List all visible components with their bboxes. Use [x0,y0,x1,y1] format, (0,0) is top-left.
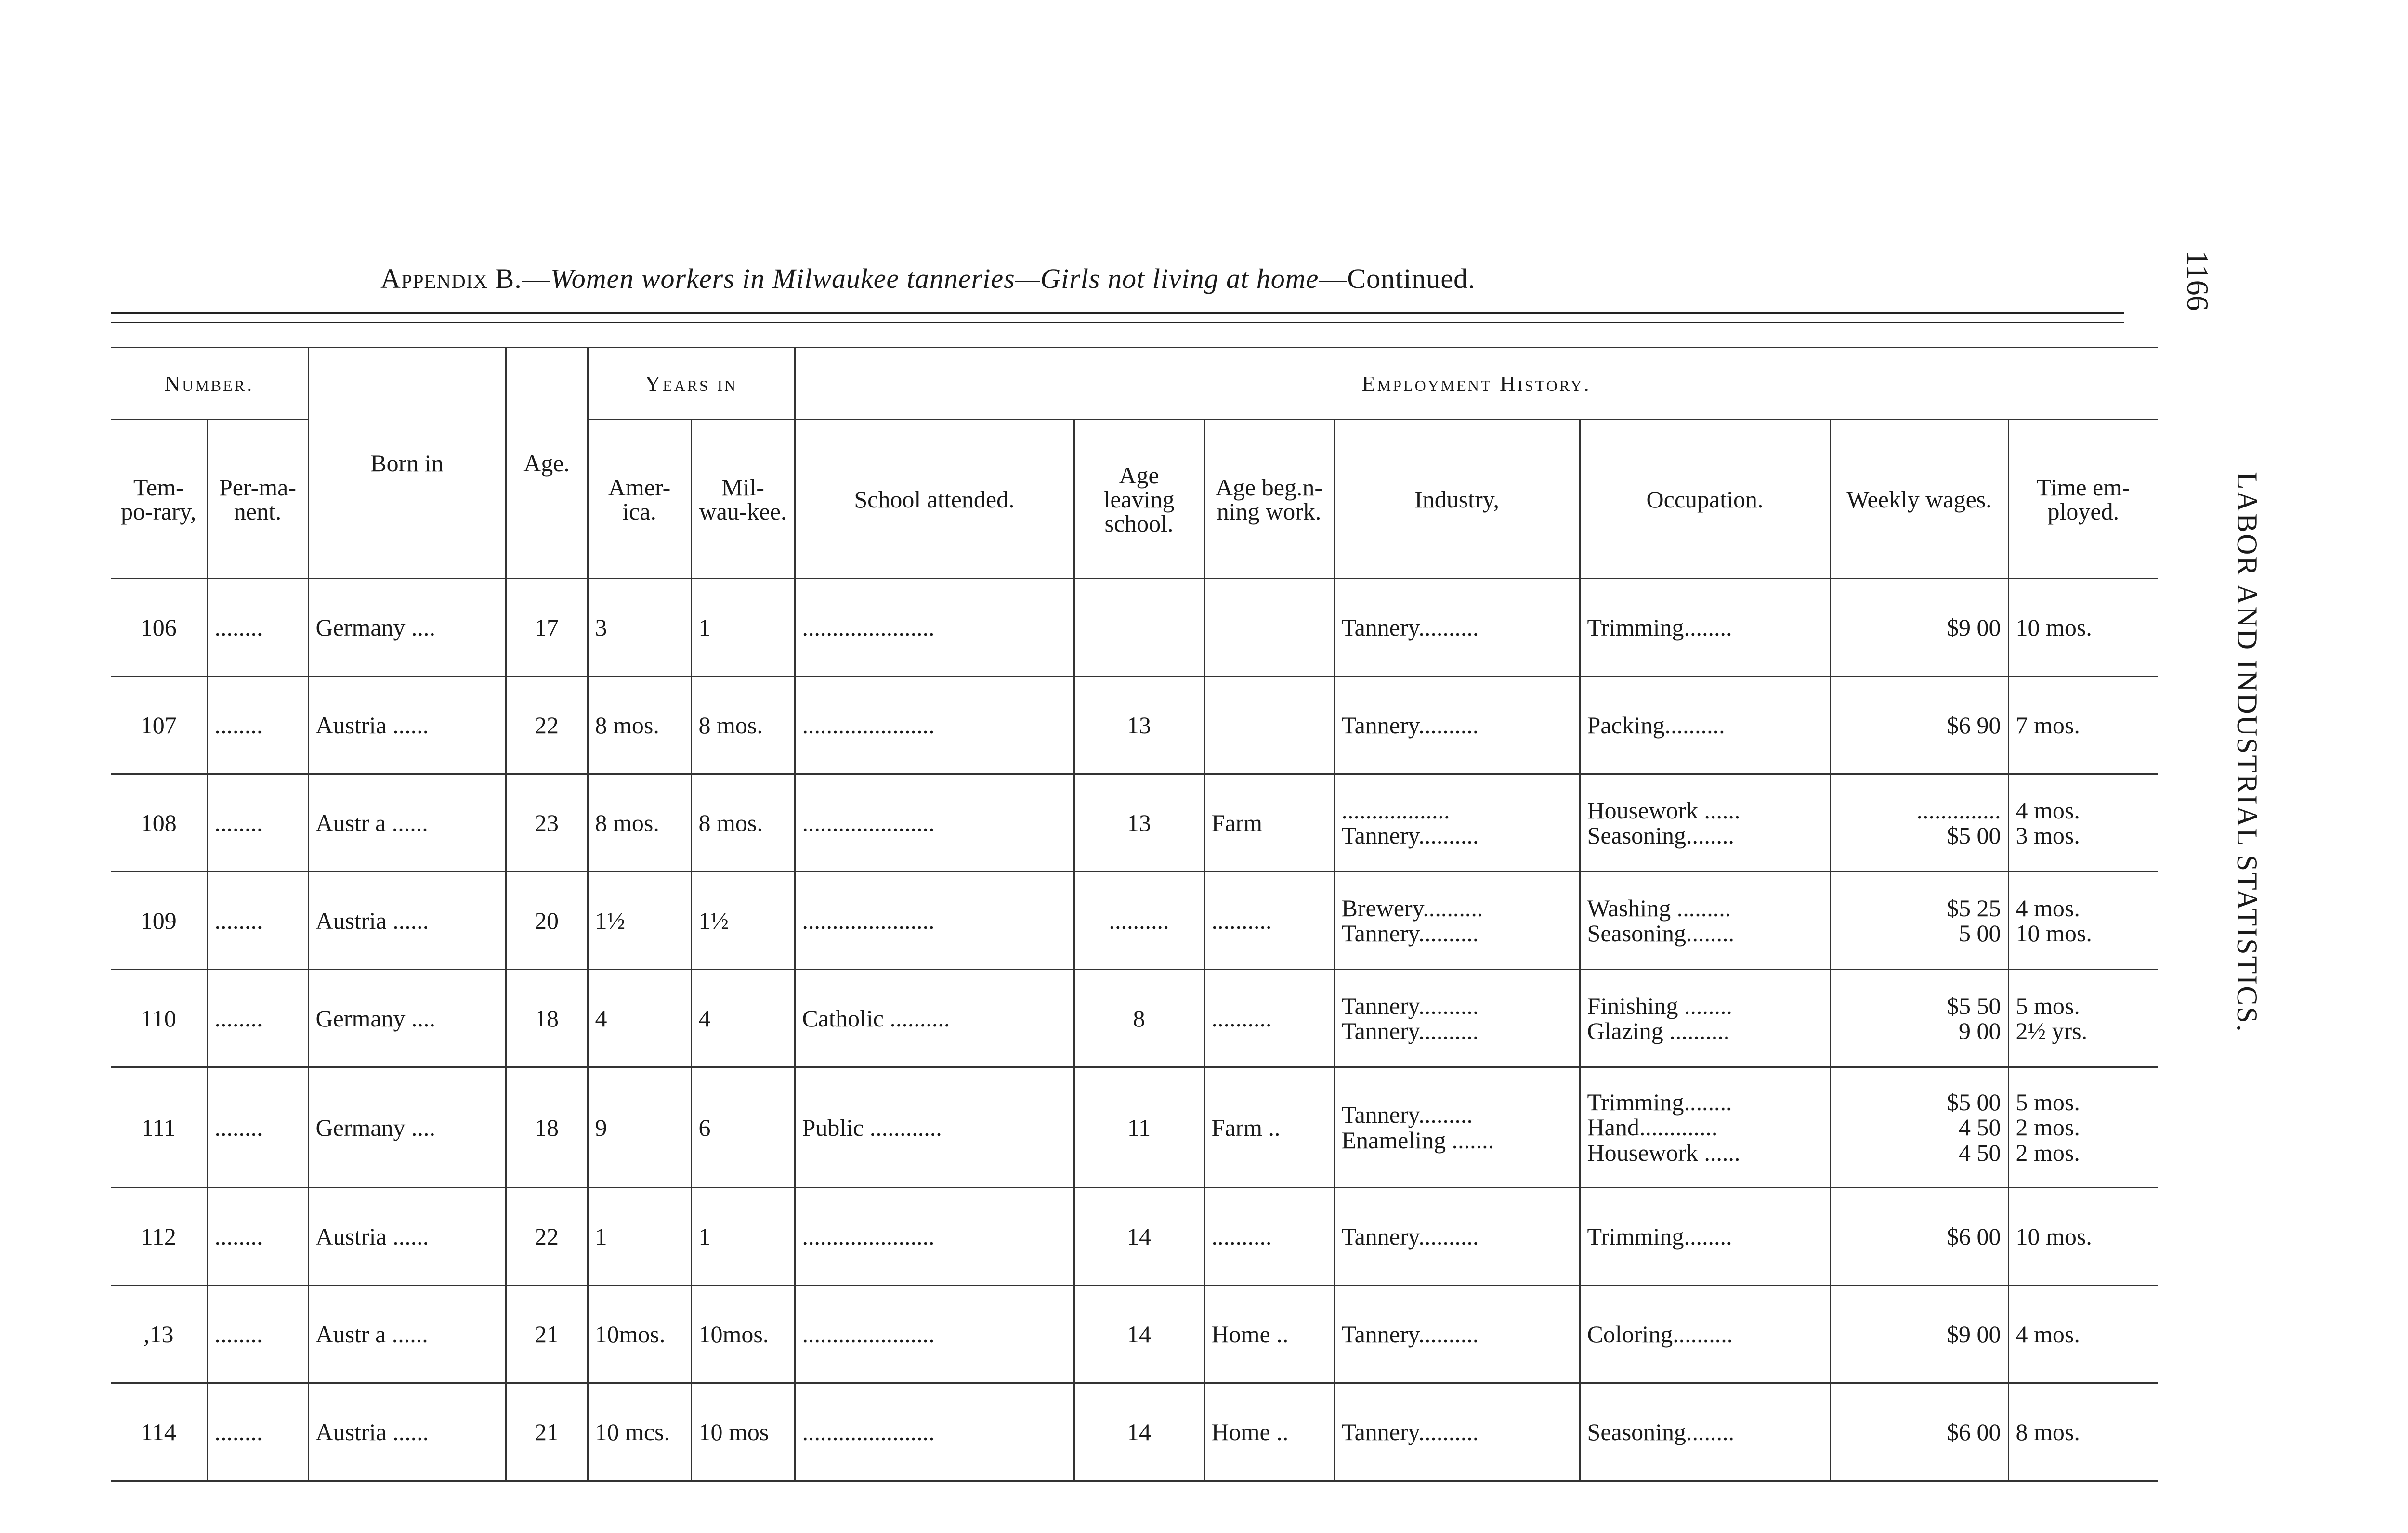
cell-age-beginning-work: Home .. [1204,1383,1334,1481]
cell-age: 23 [506,774,588,872]
cell-weekly-wages: $6 00 [1830,1383,2008,1481]
cell-age: 18 [506,1067,588,1188]
cell-occupation: Packing.......... [1580,676,1830,774]
title-dash: — [522,263,550,294]
cell-years-america: 4 [588,970,691,1067]
cell-born-in: Austr a ...... [308,1286,506,1383]
cell-school-attended: Public ............ [795,1067,1074,1188]
cell-born-in: Germany .... [308,970,506,1067]
cell-age-leaving-school: 14 [1074,1383,1204,1481]
header-time-employed: Time em-ployed. [2008,420,2158,579]
cell-age: 17 [506,579,588,676]
cell-temporary: 107 [111,676,207,774]
cell-occupation: Housework ...... Seasoning........ [1580,774,1830,872]
cell-age: 22 [506,676,588,774]
title-prefix: Appendix B. [380,263,522,294]
cell-years-america: 10 mcs. [588,1383,691,1481]
running-head: LABOR AND INDUSTRIAL STATISTICS. [2231,472,2263,1033]
cell-occupation: Coloring.......... [1580,1286,1830,1383]
cell-age: 18 [506,970,588,1067]
cell-time-employed: 5 mos. 2½ yrs. [2008,970,2158,1067]
cell-permanent: ........ [207,1067,308,1188]
cell-weekly-wages: $6 90 [1830,676,2008,774]
cell-years-milwaukee: 1½ [691,872,795,970]
cell-weekly-wages: .............. $5 00 [1830,774,2008,872]
cell-years-america: 1 [588,1188,691,1286]
cell-school-attended: ...................... [795,872,1074,970]
group-years-in: Years in [588,348,795,420]
header-occupation: Occupation. [1580,420,1830,579]
cell-age-beginning-work: .......... [1204,872,1334,970]
cell-time-employed: 4 mos. 10 mos. [2008,872,2158,970]
title-rule-top [111,312,2124,314]
cell-weekly-wages: $5 00 4 50 4 50 [1830,1067,2008,1188]
cell-born-in: Austria ...... [308,872,506,970]
cell-time-employed: 5 mos. 2 mos. 2 mos. [2008,1067,2158,1188]
cell-permanent: ........ [207,579,308,676]
cell-born-in: Austria ...... [308,1383,506,1481]
cell-age-beginning-work [1204,676,1334,774]
table-row [111,970,2158,1067]
cell-school-attended: ...................... [795,1286,1074,1383]
cell-age: 21 [506,1383,588,1481]
cell-time-employed: 4 mos. 3 mos. [2008,774,2158,872]
cell-years-america: 3 [588,579,691,676]
cell-permanent: ........ [207,872,308,970]
header-milwaukee: Mil-wau-kee. [691,420,795,579]
cell-born-in: Austria ...... [308,676,506,774]
cell-school-attended: ...................... [795,1188,1074,1286]
cell-age-beginning-work [1204,579,1334,676]
header-age-leaving-school: Age leaving school. [1074,420,1204,579]
cell-years-america: 1½ [588,872,691,970]
cell-temporary: 112 [111,1188,207,1286]
header-age: Age. [506,348,588,579]
table-row [111,1067,2158,1188]
cell-years-milwaukee: 8 mos. [691,774,795,872]
cell-age-beginning-work: .......... [1204,970,1334,1067]
cell-industry: Tannery......... Enameling ....... [1334,1067,1580,1188]
cell-years-america: 9 [588,1067,691,1188]
cell-weekly-wages: $9 00 [1830,1286,2008,1383]
cell-industry: Tannery.......... [1334,1286,1580,1383]
table-row [111,579,2158,676]
cell-school-attended: ...................... [795,676,1074,774]
cell-school-attended: ...................... [795,1383,1074,1481]
table-row [111,774,2158,872]
header-school-attended: School attended. [795,420,1074,579]
cell-age-beginning-work: Farm .. [1204,1067,1334,1188]
cell-school-attended: ...................... [795,579,1074,676]
cell-age-leaving-school: 8 [1074,970,1204,1067]
cell-industry: Tannery.......... [1334,1383,1580,1481]
cell-years-milwaukee: 4 [691,970,795,1067]
cell-born-in: Austr a ...... [308,774,506,872]
cell-age-beginning-work: Home .. [1204,1286,1334,1383]
cell-years-milwaukee: 8 mos. [691,676,795,774]
cell-temporary: 108 [111,774,207,872]
cell-weekly-wages: $9 00 [1830,579,2008,676]
cell-age-leaving-school: .......... [1074,872,1204,970]
cell-occupation: Washing ......... Seasoning........ [1580,872,1830,970]
cell-years-milwaukee: 1 [691,1188,795,1286]
cell-years-america: 8 mos. [588,676,691,774]
cell-time-employed: 10 mos. [2008,579,2158,676]
cell-time-employed: 4 mos. [2008,1286,2158,1383]
header-america: Amer-ica. [588,420,691,579]
cell-weekly-wages: $5 25 5 00 [1830,872,2008,970]
header-age-beginning-work: Age beg.n-ning work. [1204,420,1334,579]
cell-temporary: 110 [111,970,207,1067]
cell-born-in: Germany .... [308,579,506,676]
cell-permanent: ........ [207,774,308,872]
cell-industry: Brewery.......... Tannery.......... [1334,872,1580,970]
cell-temporary: 111 [111,1067,207,1188]
table-row [111,1383,2158,1481]
header-permanent: Per-ma-nent. [207,420,308,579]
cell-age-leaving-school: 13 [1074,676,1204,774]
cell-permanent: ........ [207,970,308,1067]
cell-age-leaving-school: 13 [1074,774,1204,872]
cell-age-leaving-school: 14 [1074,1286,1204,1383]
cell-permanent: ........ [207,676,308,774]
cell-age: 21 [506,1286,588,1383]
cell-industry: .................. Tannery.......... [1334,774,1580,872]
cell-weekly-wages: $6 00 [1830,1188,2008,1286]
group-employment-history: Employment History. [795,348,2158,420]
cell-years-milwaukee: 10 mos [691,1383,795,1481]
cell-permanent: ........ [207,1286,308,1383]
cell-permanent: ........ [207,1383,308,1481]
cell-industry: Tannery.......... Tannery.......... [1334,970,1580,1067]
header-industry: Industry, [1334,420,1580,579]
table-row [111,676,2158,774]
table-row [111,1188,2158,1286]
cell-occupation: Finishing ........ Glazing .......... [1580,970,1830,1067]
title-rule-bottom [111,322,2124,323]
cell-born-in: Germany .... [308,1067,506,1188]
header-born-in: Born in [308,348,506,579]
cell-temporary: ,13 [111,1286,207,1383]
cell-years-milwaukee: 1 [691,579,795,676]
table-title [380,262,2114,295]
cell-temporary: 106 [111,579,207,676]
cell-age-leaving-school: 14 [1074,1188,1204,1286]
table-row [111,872,2158,970]
page-number: 1166 [2181,250,2215,311]
cell-time-employed: 8 mos. [2008,1383,2158,1481]
cell-occupation: Trimming........ [1580,579,1830,676]
cell-age: 22 [506,1188,588,1286]
title-italic: Women workers in Milwaukee tanneries—Girls not living at home [550,263,1319,294]
cell-school-attended: ...................... [795,774,1074,872]
cell-weekly-wages: $5 50 9 00 [1830,970,2008,1067]
cell-occupation: Trimming........ [1580,1188,1830,1286]
cell-industry: Tannery.......... [1334,676,1580,774]
group-number: Number. [111,348,308,420]
cell-years-america: 8 mos. [588,774,691,872]
cell-time-employed: 10 mos. [2008,1188,2158,1286]
cell-born-in: Austria ...... [308,1188,506,1286]
cell-age-beginning-work: Farm [1204,774,1334,872]
title-suffix: —Continued. [1319,263,1476,294]
cell-industry: Tannery.......... [1334,579,1580,676]
cell-industry: Tannery.......... [1334,1188,1580,1286]
table-row [111,1286,2158,1383]
cell-occupation: Trimming........ Hand............. Housework ...... [1580,1067,1830,1188]
workers-table [111,347,2158,1482]
cell-years-america: 10mos. [588,1286,691,1383]
header-temporary: Tem-po-rary, [111,420,207,579]
cell-school-attended: Catholic .......... [795,970,1074,1067]
cell-occupation: Seasoning........ [1580,1383,1830,1481]
cell-age-leaving-school [1074,579,1204,676]
cell-age-beginning-work: .......... [1204,1188,1334,1286]
cell-temporary: 109 [111,872,207,970]
cell-permanent: ........ [207,1188,308,1286]
cell-temporary: 114 [111,1383,207,1481]
header-weekly-wages: Weekly wages. [1830,420,2008,579]
cell-years-milwaukee: 6 [691,1067,795,1188]
cell-age: 20 [506,872,588,970]
cell-time-employed: 7 mos. [2008,676,2158,774]
cell-age-leaving-school: 11 [1074,1067,1204,1188]
cell-years-milwaukee: 10mos. [691,1286,795,1383]
